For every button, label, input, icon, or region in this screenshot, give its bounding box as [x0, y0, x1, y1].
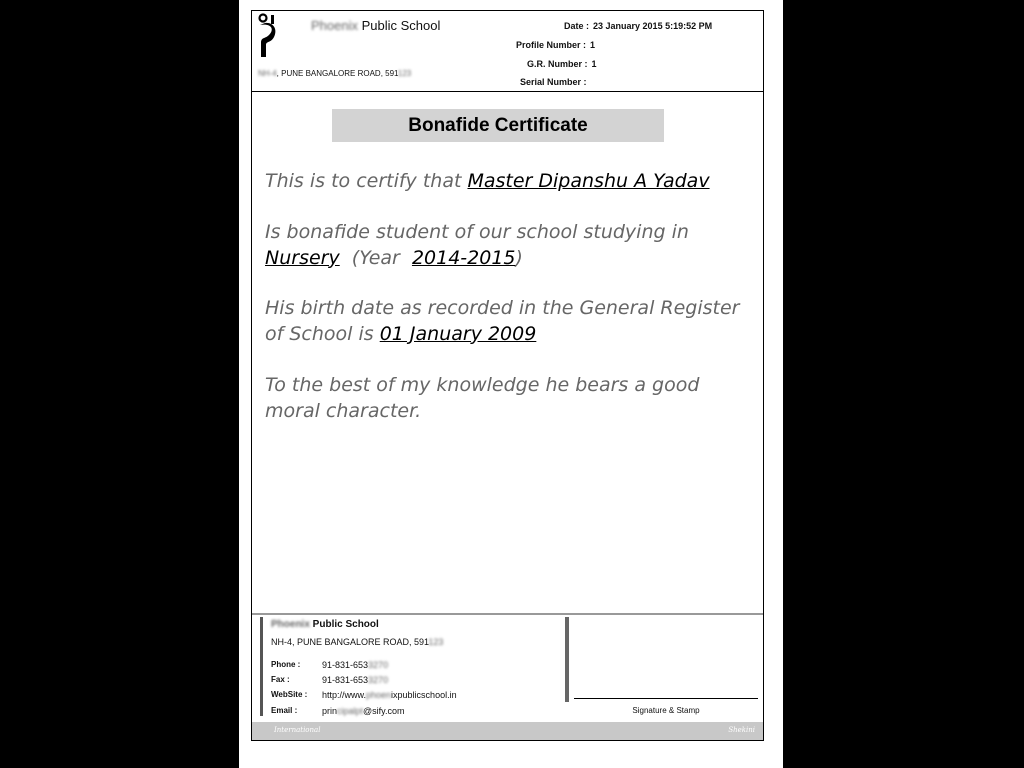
school-name — [311, 18, 440, 33]
email-prefix: prin — [322, 706, 338, 716]
strip-right-text: Shekini — [728, 726, 755, 734]
website-suffix: ixpublicschool.in — [391, 690, 457, 700]
strip-left-text: International — [274, 726, 321, 734]
fax-value — [322, 675, 388, 685]
website-value — [322, 690, 457, 700]
birth-date-value: 01 January 2009 — [379, 322, 537, 345]
academic-year: 2014-2015 — [411, 246, 516, 269]
class-name: Nursery — [265, 246, 340, 269]
footer-school-name — [271, 619, 379, 630]
school-name-redacted: Phoenix — [311, 18, 358, 33]
fax-label: Fax : — [271, 675, 290, 684]
footer-school-redacted: Phoenix — [271, 619, 310, 630]
school-logo-icon — [257, 13, 279, 59]
phone-value — [322, 660, 388, 670]
year-open-text: (Year — [339, 246, 412, 269]
certificate-title: Bonafide Certificate — [332, 109, 664, 142]
website-label: WebSite : — [271, 690, 308, 699]
email-redacted: cipalpt — [337, 706, 364, 716]
footer-divider — [252, 613, 763, 615]
profile-number-value: 1 — [590, 40, 596, 50]
website-redacted: phoen — [366, 690, 392, 700]
address-tail-redacted: 123 — [397, 69, 412, 78]
email-label: Email : — [271, 706, 298, 715]
serial-number-row — [520, 77, 591, 87]
fax-value-text: 91-831-653 — [322, 675, 369, 685]
footer-separator-bar — [565, 617, 569, 702]
phone-value-redacted: 3270 — [368, 660, 389, 670]
birth-date-text: His birth date as recorded in the General Register of School is — [265, 297, 740, 345]
fax-value-redacted: 3270 — [368, 675, 389, 685]
footer-school-text: Public School — [309, 619, 379, 630]
certify-text: This is to certify that — [265, 170, 468, 192]
gr-number-label: G.R. Number : — [527, 59, 588, 69]
signature-label: Signature & Stamp — [632, 706, 700, 715]
certificate-sheet — [251, 10, 764, 741]
address-text: , PUNE BANGALORE ROAD, 591 — [276, 69, 398, 78]
gr-number-value: 1 — [591, 59, 597, 69]
footer-left-bar — [260, 617, 263, 716]
date-row — [564, 21, 712, 31]
date-label: Date : — [564, 21, 590, 31]
profile-number-label: Profile Number : — [516, 40, 587, 50]
website-prefix: http://www. — [322, 690, 367, 700]
date-value: 23 January 2015 5:19:52 PM — [593, 21, 713, 31]
year-close-text: ) — [515, 246, 523, 269]
profile-number-row — [516, 40, 595, 50]
phone-value-text: 91-831-653 — [322, 660, 369, 670]
student-name: Master Dipanshu A Yadav — [467, 170, 710, 192]
footer-address-text: NH-4, PUNE BANGALORE ROAD, 591 — [271, 637, 429, 647]
study-text: Is bonafide student of our school studying in — [265, 221, 689, 243]
certify-paragraph — [265, 169, 750, 195]
signature-line — [574, 698, 758, 699]
phone-label: Phone : — [271, 660, 301, 669]
email-value — [322, 706, 405, 716]
school-address — [258, 69, 411, 78]
study-paragraph — [265, 220, 750, 271]
serial-number-label: Serial Number : — [520, 77, 587, 87]
birth-date-paragraph — [265, 296, 750, 347]
footer-address-redacted: 123 — [428, 637, 444, 647]
footer-address — [271, 637, 443, 647]
gr-number-row — [527, 59, 597, 69]
header-divider — [252, 91, 763, 92]
character-paragraph: To the best of my knowledge he bears a good moral character. — [265, 374, 700, 422]
email-suffix: @sify.com — [363, 706, 405, 716]
footer-strip — [252, 722, 763, 740]
address-redacted: NH-4 — [258, 69, 277, 78]
school-name-text: Public School — [361, 18, 441, 33]
